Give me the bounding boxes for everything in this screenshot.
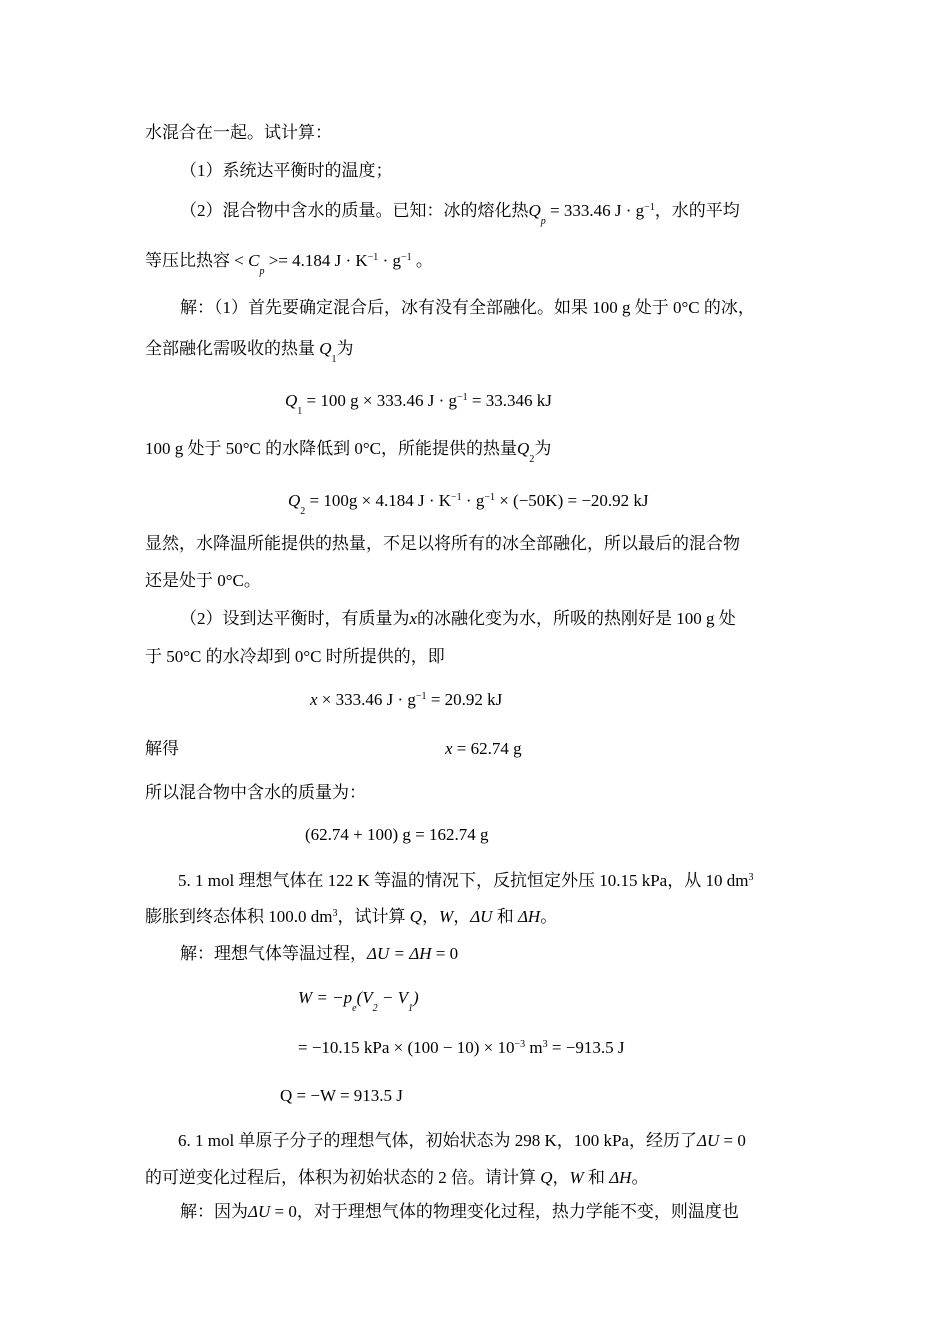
text: (62.74 + 100) g = 162.74 g [305,825,489,844]
equation [298,1037,624,1059]
text: × 333.46 J · g [317,690,416,709]
text-line [178,1130,746,1152]
text-line [145,570,261,592]
subscript: 1 [297,406,303,417]
superscript: −1 [415,691,427,702]
text: 显然，水降温所能提供的热量，不足以将所有的冰全部融化，所以最后的混合物 [145,534,740,553]
symbol-Q: Q [517,439,530,458]
text-line [180,943,458,965]
symbol-dU: ΔU [470,907,493,926]
text-line [145,533,740,555]
text-line [145,250,433,277]
text: ，水的平均 [654,201,740,220]
text: 的可逆变化过程后，体积为初始状态的 2 倍。请计算 [145,1168,541,1187]
superscript: 3 [332,908,338,919]
equation [445,738,522,760]
text: ，试计算 [337,907,410,926]
text: 和 [492,907,518,926]
subscript: 1 [331,354,337,365]
text: = 62.74 g [452,739,522,758]
text: = 100 g × 333.46 J · g [302,391,457,410]
symbol-Q: Q [528,201,541,220]
subscript: p [540,216,546,227]
text: 的冰融化变为水，所吸的热刚好是 100 g 处 [417,609,736,628]
subscript: e [352,1003,357,1014]
text: = 0，对于理想气体的物理变化过程，热力学能不变，则温度也 [270,1202,739,1221]
equation [280,1085,403,1107]
text: 所以混合物中含水的质量为： [145,783,366,802]
text: 等压比热容 < [145,251,249,270]
symbol-Q: Q [409,907,423,926]
text: = 333.46 J · g [545,201,645,220]
text: 膨胀到终态体积 100.0 dm [145,907,333,926]
text: 100 g 处于 50°C 的水降低到 0°C，所能提供的热量 [145,439,518,458]
text-line [145,338,354,365]
superscript: 3 [542,1039,548,1050]
symbol-x: x [310,690,318,709]
text: 。 [631,1168,649,1187]
symbol-Q: Q [288,491,301,510]
text-line [180,1201,739,1223]
text-line [178,870,753,892]
text-line [145,906,557,928]
text: 5. 1 mol 理想气体在 122 K 等温的情况下，反抗恒定外压 10.15 kPa，从 10 dm [178,871,749,890]
text: 和 [583,1168,610,1187]
symbol-Q: Q [285,391,298,410]
symbol-dH: ΔH [517,907,541,926]
subscript: 1 [407,1003,413,1014]
text: 于 50°C 的水冷却到 0°C 时所提供的，即 [145,647,445,666]
text-line [180,200,740,227]
text: = −10.15 kPa × (100 − 10) × 10 [298,1038,515,1057]
text: · g [378,251,401,270]
text: 解：因为 [180,1202,248,1221]
text: ， [552,1168,570,1187]
superscript: −1 [400,252,412,263]
equation [305,824,489,846]
superscript: −1 [644,202,655,213]
text-line [145,738,179,760]
text: 解得 [145,739,179,758]
text: 还是处于 0°C。 [145,571,261,590]
text: − V [377,988,408,1007]
text: 为 [336,339,354,358]
text: （2）混合物中含水的质量。已知：冰的熔化热 [180,201,529,220]
text: × (−50K) = −20.92 kJ [494,491,649,510]
symbol-dU: ΔU [696,1131,720,1150]
text-line [180,297,755,319]
symbol-Q: Q [319,339,332,358]
equation [310,689,502,711]
subscript: 2 [529,454,535,465]
text: 水混合在一起。试计算： [145,123,332,142]
superscript: −1 [456,392,468,403]
equation [285,390,552,417]
subscript: 2 [372,1003,378,1014]
text: Q = −W = 913.5 J [280,1086,403,1105]
text: 。 [540,907,558,926]
symbol-x: x [409,609,418,628]
symbol-x: x [445,739,453,758]
subscript: p [259,266,265,277]
text: ， [453,907,471,926]
text: 解：（1）首先要确定混合后，冰有没有全部融化。如果 100 g 处于 0°C 的冰， [180,298,755,317]
text: （2）设到达平衡时，有质量为 [180,609,410,628]
text: = 20.92 kJ [426,690,503,709]
symbol-dU-dH: ΔU = ΔH [367,944,432,963]
text: 6. 1 mol 单原子分子的理想气体，初始状态为 298 K，100 kPa，经历了 [178,1131,697,1150]
text: = −913.5 J [547,1038,625,1057]
text-line [145,438,552,465]
symbol-W: W [569,1168,584,1187]
text-line [145,782,366,804]
superscript: −1 [451,492,462,503]
text: m [525,1038,543,1057]
text: >= 4.184 J · K [264,251,368,270]
superscript: −1 [484,492,495,503]
text: (V [356,988,373,1007]
text-line [145,122,332,144]
text: = 33.346 kJ [467,391,552,410]
text: ， [422,907,440,926]
superscript: −1 [367,252,379,263]
text: W = −p [298,988,353,1007]
text: = 100g × 4.184 J · K [305,491,452,510]
text: 。 [411,251,433,270]
symbol-Q: Q [540,1168,553,1187]
text: ) [412,988,419,1007]
text-line [145,646,445,668]
text-line [145,1167,648,1189]
text: （1）系统达平衡时的温度； [180,161,393,180]
subscript: 2 [300,506,306,517]
text: 解：理想气体等温过程， [180,944,367,963]
text: 为 [534,439,552,458]
equation [298,987,419,1014]
text-line [180,160,393,182]
text: 全部融化需吸收的热量 [145,339,320,358]
superscript: 3 [748,872,754,883]
symbol-W: W [439,907,454,926]
symbol-C: C [248,251,260,270]
equation [288,490,649,517]
superscript: −3 [514,1039,526,1050]
text: = 0 [719,1131,746,1150]
symbol-dH: ΔH [609,1168,632,1187]
text: · g [461,491,485,510]
text: = 0 [431,944,459,963]
text-line [180,608,736,630]
symbol-dU: ΔU [248,1202,271,1221]
